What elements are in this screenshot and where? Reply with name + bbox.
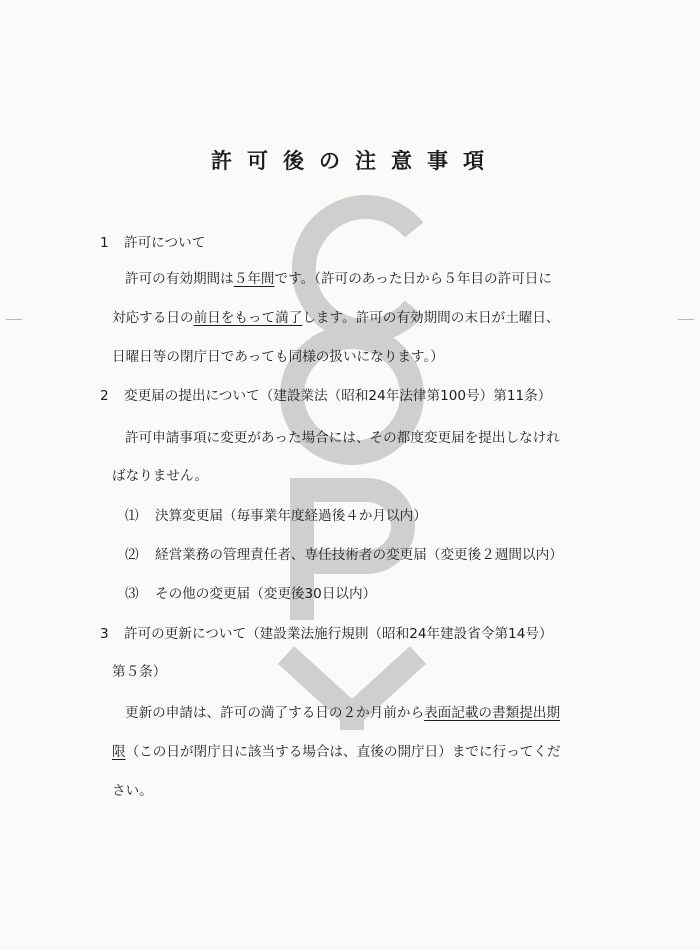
body-text: 許可の有効期間は xyxy=(125,271,234,287)
page-title: 許可後の注意事項 xyxy=(211,149,499,173)
list-item xyxy=(125,506,427,526)
body-text: です。（許可のあった日から５年目の許可日に xyxy=(274,271,552,287)
list-item-text: 経営業務の管理責任者、専任技術者の変更届（変更後２週間以内） xyxy=(155,547,563,563)
section-3-body-line xyxy=(125,703,560,723)
body-text: さい。 xyxy=(112,783,153,799)
section-1-body-line xyxy=(112,347,444,367)
list-item-number: ⑴ xyxy=(125,508,139,524)
section-1-body-line xyxy=(125,269,552,289)
section-3-heading xyxy=(100,624,553,644)
list-item-text: その他の変更届（変更後30日以内） xyxy=(155,586,377,602)
section-1-heading xyxy=(100,233,205,253)
body-text: （この日が閉庁日に該当する場合は、直後の開庁日）までに行ってくだ xyxy=(125,744,561,760)
section-number: 2 xyxy=(100,388,109,404)
section-heading-text: 変更届の提出について（建設業法（昭和24年法律第100号）第11条） xyxy=(124,388,552,404)
section-2-body-line xyxy=(125,428,560,448)
list-item xyxy=(125,545,563,565)
section-2-body-line xyxy=(112,466,208,486)
list-item-number: ⑶ xyxy=(125,586,139,602)
body-text: 許可申請事項に変更があった場合には、その都度変更届を提出しなけれ xyxy=(125,430,560,446)
fold-mark-left xyxy=(6,319,22,320)
list-item-text: 決算変更届（毎事業年度経過後４か月以内） xyxy=(155,508,427,524)
body-text: します。許可の有効期間の末日が土曜日、 xyxy=(302,310,560,326)
underlined-text: 表面記載の書類提出期 xyxy=(424,705,560,721)
section-number: 3 xyxy=(100,626,109,642)
body-text: 対応する日の xyxy=(112,310,194,326)
section-3-heading-cont xyxy=(112,662,166,682)
body-text: ばなりません。 xyxy=(112,468,208,484)
fold-mark-right xyxy=(678,319,694,320)
section-heading-text: 許可について xyxy=(124,235,206,251)
section-3-body-line xyxy=(112,781,153,801)
section-3-body-line xyxy=(112,742,561,762)
list-item xyxy=(125,584,376,604)
underlined-text: 前日をもって満了 xyxy=(193,310,303,326)
underlined-text: ５年間 xyxy=(233,271,275,287)
section-heading-text: 第５条） xyxy=(112,664,167,680)
list-item-number: ⑵ xyxy=(125,547,139,563)
body-text: 更新の申請は、許可の満了する日の２か月前から xyxy=(125,705,425,721)
section-1-body-line xyxy=(112,308,560,328)
body-text: 日曜日等の閉庁日であっても同様の扱いになります。） xyxy=(112,349,444,365)
section-number: 1 xyxy=(100,235,109,251)
section-heading-text: 許可の更新について（建設業法施行規則（昭和24年建設省令第14号） xyxy=(124,626,553,642)
underlined-text: 限 xyxy=(112,744,126,760)
section-2-heading xyxy=(100,386,551,406)
